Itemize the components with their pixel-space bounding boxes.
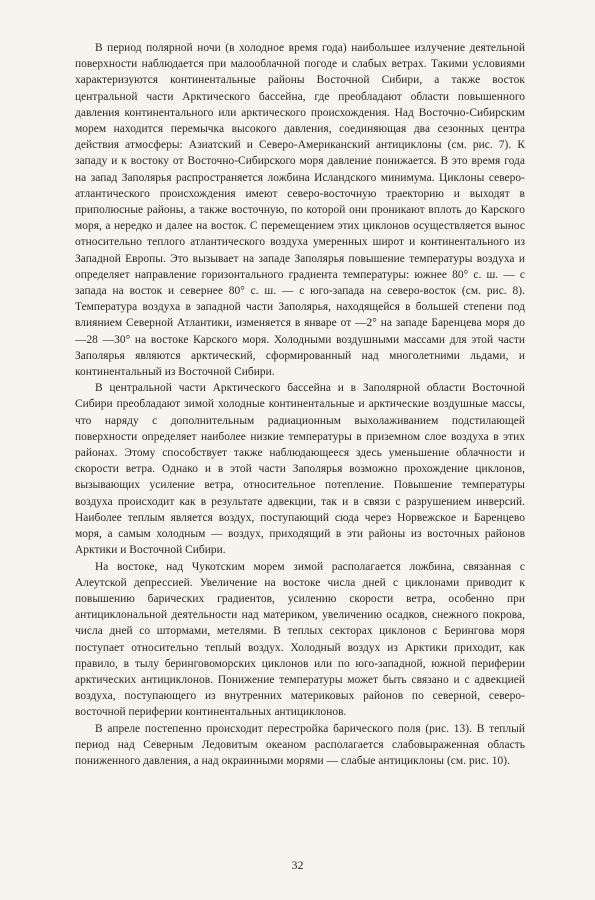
paragraph-east-chukchi: На востоке, над Чукотским морем зимой располагается ложбина, связанная с Алеутской депрессией. Увеличение на востоке числа дней с циклонами приводит к повышению барических градиентов, усилению скорости ветра, особенно при антициклональной деятельности над материком, увеличению осадков, снежного покрова, числа дней со штормами, метелями. В теплых секторах циклонов с Берингова моря поступает относительно теплый воздух. Холодный воздух из Арктики приходит, как правило, в тылу беринговоморских циклонов или по юго-западной, южной периферии арктических антициклонов. Понижение температуры может быть связано и с адвекцией воздуха, поступающего из внутренних материковых районов по северной, северо-восточной периферии континентальных антициклонов. <box>75 560 525 719</box>
paragraph-central-arctic: В центральной части Арктического бассейна и в Заполярной области Восточной Сибири преобладают зимой холодные континентальные и арктические воздушные массы, что наряду с дополнительным радиационным выхолаживанием подстилающей поверхности определяет наиболее низкие температуры в приземном слое воздуха в этих районах. Этому способствует также наблюдающееся здесь уменьшение облачности и скорости ветра. Однако и в этой части Заполярья возможно прохождение циклонов, вызывающих усиление ветра, относительное потепление. Повышение температуры воздуха происходит как в результате адвекции, так и в связи с разрушением инверсий. Наиболее теплым является воздух, поступающий сюда через Норвежское и Баренцево моря, а самым холодным — воздух, приходящий в эти районы из восточных районов Арктики и Восточной Сибири. <box>75 382 525 557</box>
paragraph-polar-night: В период полярной ночи (в холодное время года) наибольшее излучение деятельной поверхности наблюдается при малооблачной погоде и слабых ветрах. Такими условиями характеризуются континентальные районы Восточной Сибири, а также восток центральной части Арктического бассейна, где преобладают области повышенного давления континентального или арктического происхождения. Над Восточно-Сибирским морем находится перемычка высокого давления, соединяющая два сезонных центра действия атмосферы: Азиатский и Северо-Американский антициклоны (см. рис. 7). К западу и к востоку от Восточно-Сибирского моря давление понижается. В это время года на запад Заполярья распространяется ложбина Исландского минимума. Циклоны северо-атлантического происхождения имеют северо-восточную траекторию и выходят в приполюсные районы, а также восточную, по которой они проникают вплоть до Карского моря, а нередко и далее на восток. С перемещением этих циклонов осуществляется вынос относительно теплого атлантического воздуха умеренных широт и континентального из Западной Европы. Это вызывает на западе Заполярья повышение температуры воздуха и определяет направление горизонтального градиента температуры: южнее 80° с. ш. — с запада на восток и севернее 80° с. ш. — с юго-запада на северо-восток (см. рис. 8). Температура воздуха в западной части Заполярья, находящейся в большей степени под влиянием Северной Атлантики, изменяется в январе от —2° на западе Баренцева моря до —28 —30° на востоке Карского моря. Холодными воздушными массами для этой части Заполярья являются арктический, сформированный над многолетними льдами, и континентальный из Восточной Сибири. <box>75 42 525 379</box>
body-text <box>75 40 525 769</box>
paragraph-april: В апреле постепенно происходит перестройка барического поля (рис. 13). В теплый период над Северным Ледовитым океаном располагается слабовыраженная область пониженного давления, а над окраинными морями — слабые антициклоны (см. рис. 10). <box>75 722 525 767</box>
page-number: 32 <box>291 858 304 872</box>
